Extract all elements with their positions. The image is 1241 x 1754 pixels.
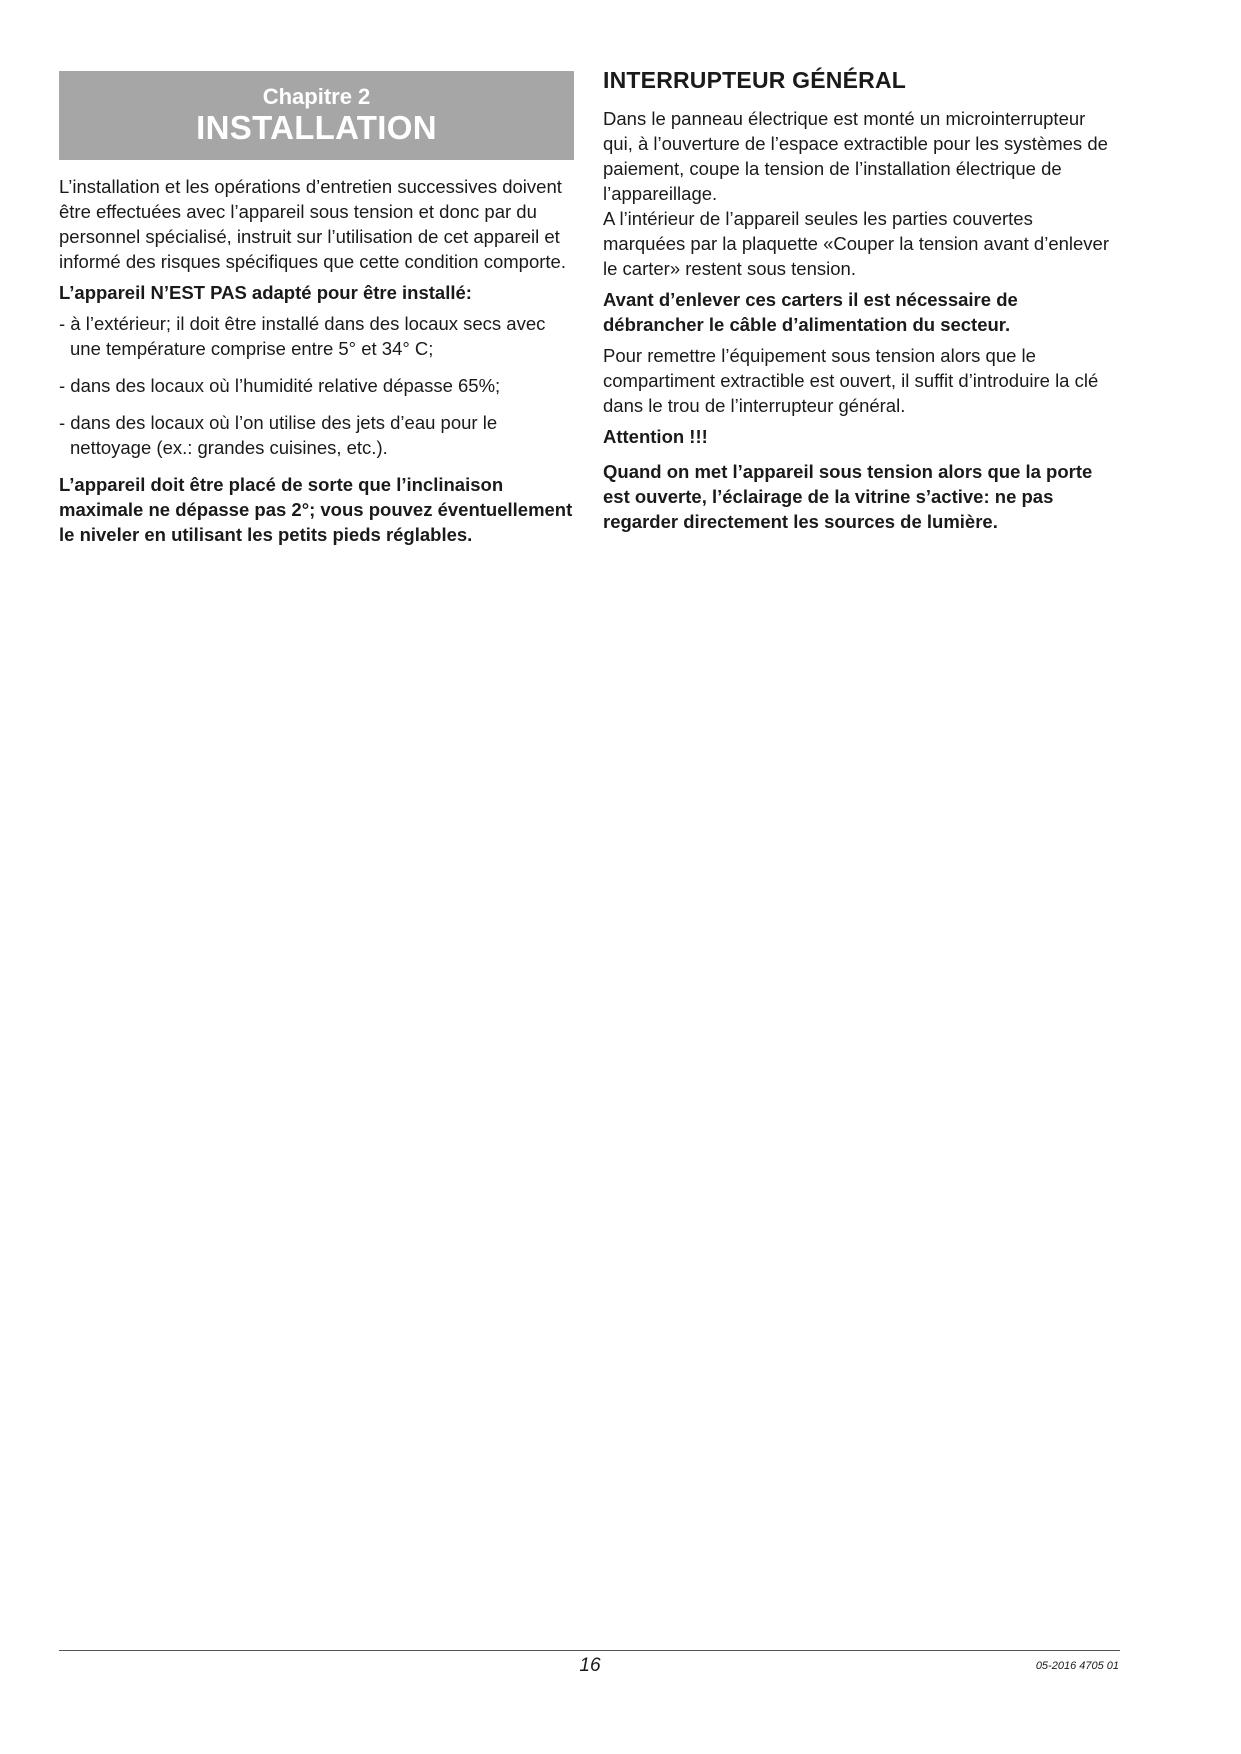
not-suitable-list xyxy=(59,311,574,460)
not-suitable-heading: L’appareil N’EST PAS adapté pour être installé: xyxy=(59,282,472,303)
page-number: 16 xyxy=(579,1655,601,1676)
left-column xyxy=(59,71,574,547)
list-item: - dans des locaux où l’humidité relative dépasse 65%; xyxy=(59,375,501,396)
attention-label: Attention !!! xyxy=(603,426,708,447)
intro-paragraph: L’installation et les opérations d’entretien successives doivent être effectuées avec l’appareil sous tension et donc par du personnel spécialisé, instruit sur l’utilisation de cet appareil et informé des risques spécifiques que cette condition comporte. xyxy=(59,176,566,272)
chapter-label: Chapitre 2 xyxy=(262,84,371,109)
chapter-title: INSTALLATION xyxy=(196,109,437,146)
light-warning: Quand on met l’appareil sous tension alors que la porte est ouverte, l’éclairage de la vitrine s’active: ne pas regarder directement les sources de lumière. xyxy=(603,461,1093,532)
list-item: - à l’extérieur; il doit être installé dans des locaux secs avec une température comprise entre 5° et 34° C; xyxy=(59,313,546,359)
chapter-header xyxy=(59,71,574,160)
main-switch-paragraph: Dans le panneau électrique est monté un microinterrupteur qui, à l’ouverture de l’espace extractible pour les systèmes de paiement, coupe la tension de l’installation électrique de l’appareillage. xyxy=(603,108,1108,204)
footer-divider xyxy=(59,1650,1120,1651)
covered-parts-paragraph: A l’intérieur de l’appareil seules les parties couvertes marquées par la plaquette «Couper la tension avant d’enlever le carter» restent sous tension. xyxy=(603,208,1109,279)
document-reference: 05-2016 4705 01 xyxy=(1035,1660,1119,1672)
disconnect-warning: Avant d’enlever ces carters il est nécessaire de débrancher le câble d’alimentation du secteur. xyxy=(603,289,1018,335)
leveling-note: L’appareil doit être placé de sorte que l’inclinaison maximale ne dépasse pas 2°; vous pouvez éventuellement le niveler en utilisant les petits pieds réglables. xyxy=(59,474,573,545)
power-on-paragraph: Pour remettre l’équipement sous tension alors que le compartiment extractible est ouvert, il suffit d’introduire la clé dans le trou de l’interrupteur général. xyxy=(603,345,1099,416)
right-column xyxy=(603,66,1118,534)
list-item: - dans des locaux où l’on utilise des jets d’eau pour le nettoyage (ex.: grandes cuisines, etc.). xyxy=(59,412,498,458)
section-title: INTERRUPTEUR GÉNÉRAL xyxy=(603,67,907,93)
